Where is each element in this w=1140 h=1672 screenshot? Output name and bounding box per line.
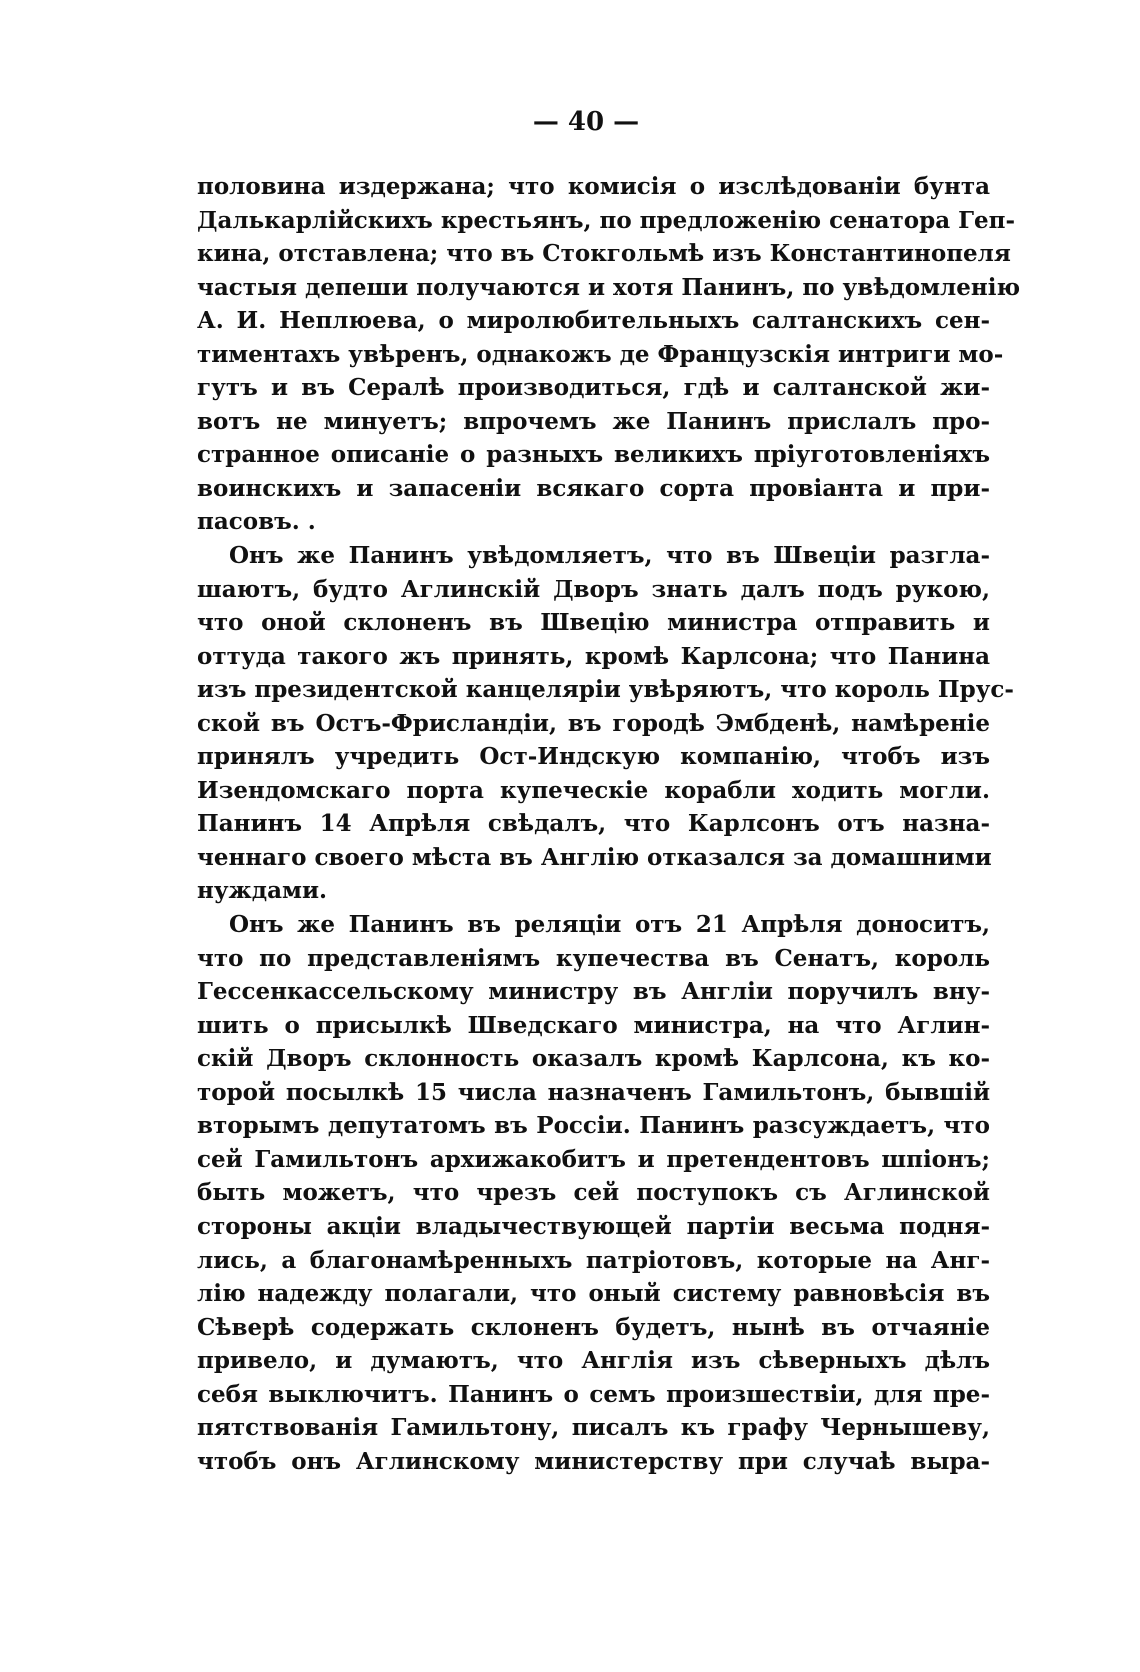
text-line: половина издержана; что комисія о изслѣдованіи бунта	[197, 173, 990, 200]
text-line: сей Гамильтонъ архижакобитъ и претендентовъ шпіонъ;	[197, 1145, 990, 1173]
text-line: себя выключитъ. Панинъ о семъ произшествіи, для пре-	[197, 1380, 990, 1408]
text-line: Онъ же Панинъ въ реляціи отъ 21 Апрѣля доноситъ,	[229, 911, 990, 939]
paragraph-2	[197, 539, 1014, 908]
text-line: А. И. Неплюева, о миролюбительныхъ салтанскихъ сен-	[197, 307, 990, 335]
page-number: — 40 —	[532, 107, 640, 137]
text-line: чтобъ онъ Аглинскому министерству при случаѣ выра-	[197, 1447, 990, 1475]
text-line: Панинъ 14 Апрѣля свѣдалъ, что Карлсонъ отъ назна-	[197, 810, 990, 838]
text-line: принялъ учредить Ост-Индскую компанію, чтобъ изъ	[197, 743, 990, 771]
text-line: Изендомскаго порта купеческіе корабли ходить могли.	[197, 776, 990, 804]
text-line: лись, а благонамѣренныхъ патріотовъ, которые на Анг-	[197, 1246, 990, 1274]
text-line: Сѣверѣ содержать склоненъ будетъ, нынѣ въ отчаяніе	[197, 1313, 990, 1341]
text-line: тиментахъ увѣренъ, однакожъ де Французскія интриги мо-	[197, 340, 1004, 368]
text-line: торой посылкѣ 15 числа назначенъ Гамильтонъ, бывшій	[197, 1078, 990, 1106]
text-line: пасовъ. .	[197, 508, 316, 536]
text-line: оттуда такого жъ принять, кромѣ Карлсона; что Панина	[197, 642, 990, 670]
text-line: вторымъ депутатомъ въ Россіи. Панинъ разсуждаетъ, что	[197, 1112, 990, 1140]
text-line: воинскихъ и запасеніи всякаго сорта провіанта и при-	[197, 474, 990, 502]
text-line: привело, и думаютъ, что Англія изъ сѣверныхъ дѣлъ	[197, 1347, 990, 1375]
body-text	[197, 170, 1021, 1478]
text-line: Гессенкассельскому министру въ Англіи поручилъ вну-	[197, 978, 990, 1006]
text-line: ской въ Остъ-Фрисландіи, въ городѣ Эмбденѣ, намѣреніе	[197, 709, 990, 737]
text-line: лію надежду полагали, что оный систему равновѣсія въ	[197, 1280, 990, 1308]
text-line: пятствованія Гамильтону, писалъ къ графу Чернышеву,	[197, 1414, 990, 1442]
text-line: Далькарлійскихъ крестьянъ, по предложенію сенатора Геп-	[197, 206, 1015, 234]
text-line: нуждами.	[197, 877, 328, 905]
text-line: частыя депеши получаются и хотя Панинъ, по увѣдомленію	[197, 273, 1021, 301]
text-line: кина, отставлена; что въ Стокгольмѣ изъ Константинопеля	[197, 240, 1011, 268]
paragraph-3	[197, 908, 990, 1478]
paragraph-1	[197, 170, 1021, 539]
text-line: что оной склоненъ въ Швецію министра отправить и	[197, 609, 990, 637]
text-line: Онъ же Панинъ увѣдомляетъ, что въ Швеціи разгла-	[229, 542, 990, 570]
text-line: скій Дворъ склонность оказалъ кромѣ Карлсона, къ ко-	[197, 1045, 990, 1073]
text-line: гутъ и въ Сералѣ производиться, гдѣ и салтанской жи-	[197, 374, 990, 402]
text-line: изъ президентской канцеляріи увѣряютъ, что король Прус-	[197, 676, 1014, 704]
text-line: странное описаніе о разныхъ великихъ пріуготовленіяхъ	[197, 441, 990, 469]
text-line: быть можетъ, что чрезъ сей поступокъ съ Аглинской	[197, 1179, 990, 1207]
text-line: вотъ не минуетъ; впрочемъ же Панинъ прислалъ про-	[197, 407, 990, 435]
text-line: стороны акціи владычествующей партіи весьма подня-	[197, 1212, 990, 1240]
text-line: ченнаго своего мѣста въ Англію отказался за домашними	[197, 843, 992, 871]
text-line: шить о присылкѣ Шведскаго министра, на что Аглин-	[197, 1011, 990, 1039]
text-line: шаютъ, будто Аглинскій Дворъ знать далъ подъ рукою,	[197, 575, 990, 603]
text-line: что по представленіямъ купечества въ Сенатъ, король	[197, 944, 990, 972]
